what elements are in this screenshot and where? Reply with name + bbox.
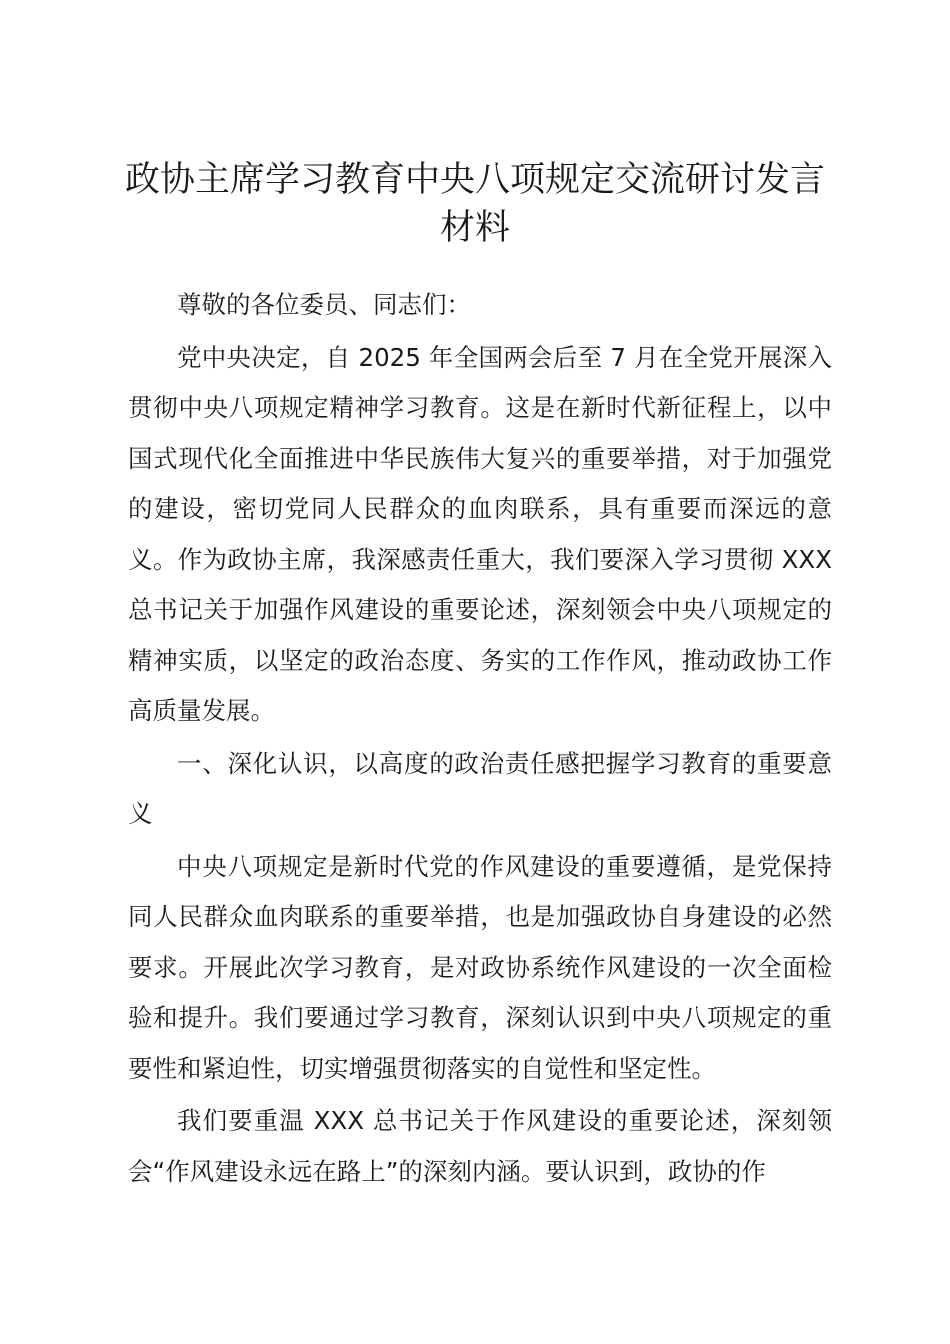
paragraph-1: 中央八项规定是新时代党的作风建设的重要遵循，是党保持同人民群众血肉联系的重要举措，也是加强政协自身建设的必然要求。开展此次学习教育，是对政协系统作风建设的一次全面检验和提升。我们要通过学习教育，深刻认识到中央八项规定的重要性和紧迫性，切实增强贯彻落实的自觉性和坚定性。 xyxy=(128,851,832,1083)
greeting: 尊敬的各位委员、同志们： xyxy=(177,290,471,319)
paragraph-2: 我们要重温 XXX 总书记关于作风建设的重要论述，深刻领会“作风建设永远在路上”的深刻内涵。要认识到，政协的作 xyxy=(128,1106,832,1186)
document-title: 政协主席学习教育中央八项规定交流研讨发言材料 xyxy=(124,160,825,248)
document-body xyxy=(128,280,832,1197)
paragraph-intro: 党中央决定，自 2025 年全国两会后至 7 月在全党开展深入贯彻中央八项规定精神学习教育。这是在新时代新征程上，以中国式现代化全面推进中华民族伟大复兴的重要举措，对于加强党的建设，密切党同人民群众的血肉联系，具有重要而深远的意义。作为政协主席，我深感责任重大，我们要深入学习贯彻 XXX 总书记关于加强作风建设的重要论述，深刻领会中央八项规定的精神实质，以坚定的政治态度、务实的工作作风，推动政协工作高质量发展。 xyxy=(128,342,832,725)
section-heading-1: 一、深化认识，以高度的政治责任感把握学习教育的重要意义 xyxy=(128,748,832,828)
